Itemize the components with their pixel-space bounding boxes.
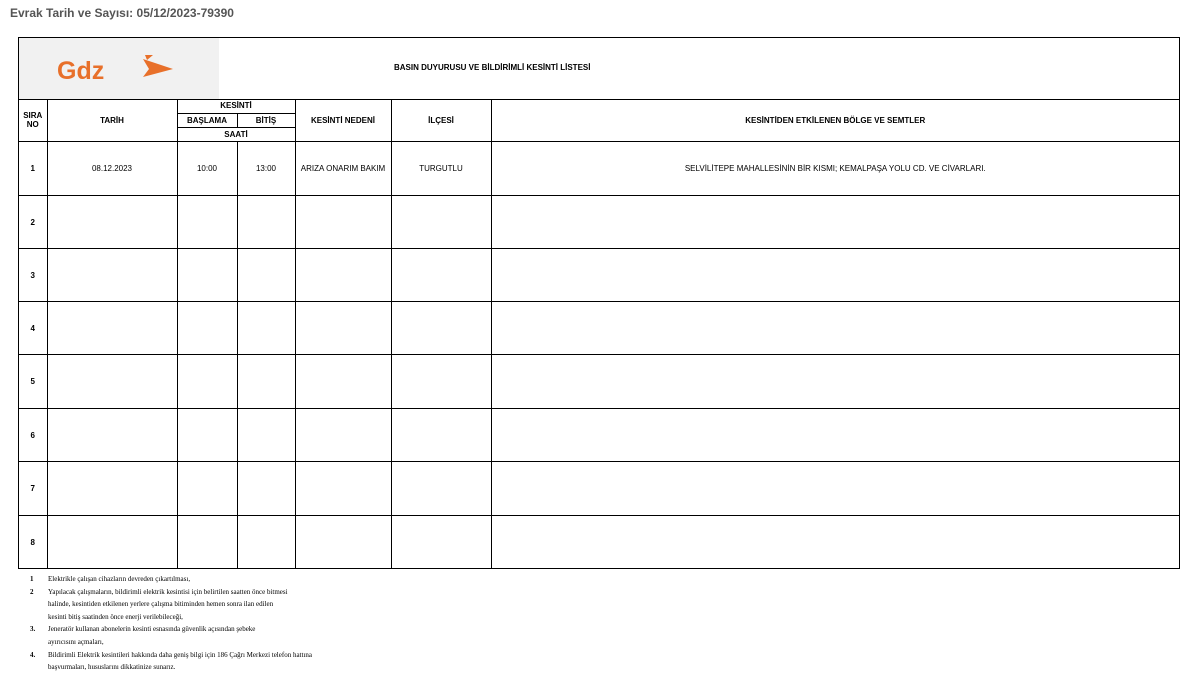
cell-ilcesi — [391, 196, 491, 249]
cell-baslama — [177, 409, 237, 462]
cell-bitis — [237, 355, 295, 409]
cell-kesinti-nedeni: ARIZA ONARIM BAKIM — [295, 142, 391, 196]
note-line: Yapılacak çalışmaların, bildirimli elektrik kesintisi için belirtilen saatten önce bitmesi — [48, 587, 288, 596]
note-number: 1 — [30, 575, 34, 583]
outage-table — [19, 99, 1179, 569]
note-item — [30, 649, 390, 674]
row-number: 8 — [19, 516, 47, 569]
cell-kesinti-nedeni — [295, 409, 391, 462]
note-line: ayırıcısını açmaları, — [48, 637, 104, 646]
table-row — [19, 516, 1179, 569]
table-row — [19, 142, 1179, 196]
cell-ilcesi: TURGUTLU — [391, 142, 491, 196]
cell-kesinti-nedeni — [295, 355, 391, 409]
cell-bitis — [237, 516, 295, 569]
cell-kesinti-nedeni — [295, 516, 391, 569]
note-line: kesinti bitiş saatinden önce enerji verilebileceği, — [48, 612, 183, 621]
logo-text: Gdz — [57, 57, 105, 85]
note-number: 2 — [30, 587, 34, 596]
outage-sheet — [18, 37, 1180, 569]
cell-tarih — [47, 516, 177, 569]
note-text — [48, 586, 390, 624]
cell-ilcesi — [391, 409, 491, 462]
note-line: Bildirimli Elektrik kesintileri hakkında daha geniş bilgi için 186 Çağrı Merkezi telefon hattına — [48, 650, 312, 659]
cell-bitis — [237, 196, 295, 249]
note-item — [30, 573, 390, 586]
cell-tarih — [47, 196, 177, 249]
row-number: 1 — [19, 142, 47, 196]
cell-bitis — [237, 249, 295, 302]
table-body — [19, 142, 1179, 569]
cell-bitis — [237, 462, 295, 516]
cell-bolge: SELVİLİTEPE MAHALLESİNİN BİR KISMI; KEMALPAŞA YOLU CD. VE CİVARLARI. — [491, 142, 1179, 196]
cell-bolge — [491, 462, 1179, 516]
cell-bolge — [491, 196, 1179, 249]
table-row — [19, 355, 1179, 409]
header-bitis: BİTİŞ — [237, 113, 295, 127]
header-tarih: TARİH — [47, 99, 177, 142]
cell-ilcesi — [391, 355, 491, 409]
cell-baslama — [177, 249, 237, 302]
note-item — [30, 623, 390, 648]
cell-kesinti-nedeni — [295, 196, 391, 249]
table-row — [19, 249, 1179, 302]
cell-tarih — [47, 249, 177, 302]
header-bolge: KESİNTİDEN ETKİLENEN BÖLGE VE SEMTLER — [491, 99, 1179, 142]
logo-box — [19, 38, 219, 99]
table-row — [19, 409, 1179, 462]
note-text — [48, 649, 390, 674]
cell-kesinti-nedeni — [295, 249, 391, 302]
header-kesinti-nedeni: KESİNTİ NEDENİ — [295, 99, 391, 142]
table-row — [19, 196, 1179, 249]
row-number: 2 — [19, 196, 47, 249]
note-line: halinde, kesintiden etkilenen yerlere çalışma bitiminden hemen sonra ilan edilen — [48, 600, 274, 609]
cell-tarih — [47, 302, 177, 355]
table-row — [19, 462, 1179, 516]
cell-bolge — [491, 409, 1179, 462]
cell-ilcesi — [391, 249, 491, 302]
note-number: 3. — [30, 625, 36, 634]
cell-bitis — [237, 302, 295, 355]
cell-tarih — [47, 355, 177, 409]
notes-section — [30, 573, 390, 674]
note-text — [48, 623, 390, 648]
note-number: 4. — [30, 650, 36, 659]
table-row — [19, 302, 1179, 355]
cell-kesinti-nedeni — [295, 462, 391, 516]
cell-ilcesi — [391, 302, 491, 355]
cell-kesinti-nedeni — [295, 302, 391, 355]
gdz-logo-icon — [57, 55, 177, 85]
sheet-title: BASIN DUYURUSU VE BİLDİRİMLİ KESİNTİ LİSTESİ — [394, 63, 591, 72]
cell-ilcesi — [391, 516, 491, 569]
header-sira-no — [19, 99, 47, 142]
header-baslama: BAŞLAMA — [177, 113, 237, 127]
header-sira-line1: SIRA — [23, 111, 43, 120]
cell-bolge — [491, 355, 1179, 409]
row-number: 4 — [19, 302, 47, 355]
note-text — [48, 573, 390, 586]
cell-baslama — [177, 516, 237, 569]
header-sira-line2: NO — [26, 120, 39, 129]
note-item — [30, 586, 390, 624]
document-header: Evrak Tarih ve Sayısı: 05/12/2023-79390 — [10, 6, 234, 20]
header-ilcesi: İLÇESİ — [391, 99, 491, 142]
row-number: 5 — [19, 355, 47, 409]
note-line: Elektrikle çalışan cihazların devreden çıkartılması, — [48, 575, 191, 583]
title-row — [19, 38, 1179, 100]
cell-bitis: 13:00 — [237, 142, 295, 196]
cell-baslama — [177, 462, 237, 516]
row-number: 6 — [19, 409, 47, 462]
cell-baslama: 10:00 — [177, 142, 237, 196]
cell-tarih: 08.12.2023 — [47, 142, 177, 196]
header-saati: SAATİ — [177, 127, 295, 141]
cell-baslama — [177, 196, 237, 249]
cell-tarih — [47, 409, 177, 462]
row-number: 7 — [19, 462, 47, 516]
row-number: 3 — [19, 249, 47, 302]
cell-bitis — [237, 409, 295, 462]
cell-baslama — [177, 302, 237, 355]
cell-ilcesi — [391, 462, 491, 516]
note-line: başvurmaları, hususlarını dikkatinize sunarız. — [48, 663, 176, 672]
cell-bolge — [491, 516, 1179, 569]
cell-bolge — [491, 249, 1179, 302]
header-kesinti: KESİNTİ — [177, 99, 295, 113]
cell-tarih — [47, 462, 177, 516]
cell-bolge — [491, 302, 1179, 355]
note-line: Jeneratör kullanan abonelerin kesinti esnasında güvenlik açısından şebeke — [48, 625, 256, 634]
cell-baslama — [177, 355, 237, 409]
